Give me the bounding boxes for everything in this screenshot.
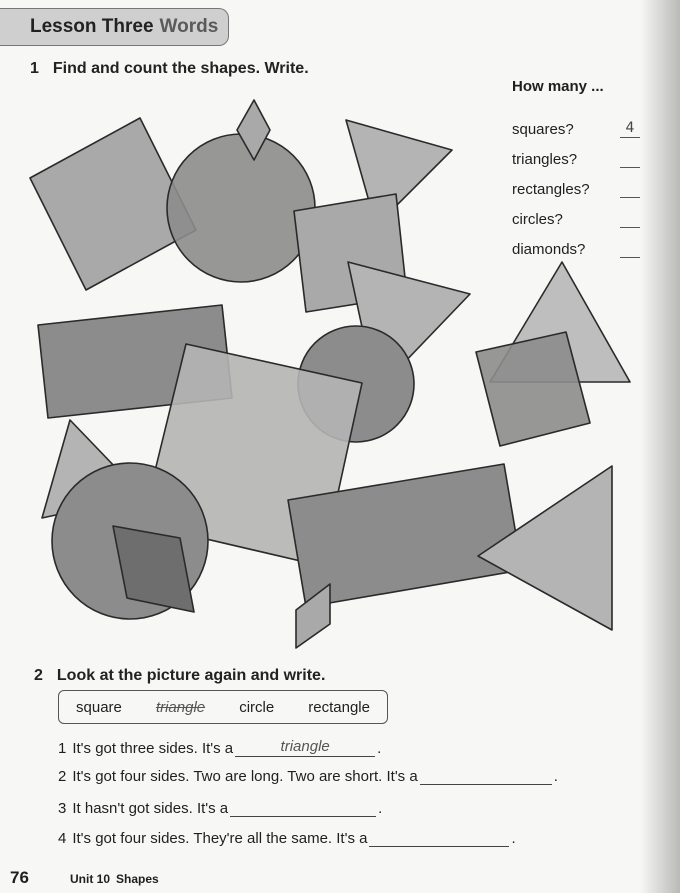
sentence-end: . — [378, 800, 383, 817]
sentence-number: 4 — [58, 830, 67, 847]
how-many-label: triangles? — [512, 151, 578, 168]
how-many-label: rectangles? — [512, 181, 590, 198]
how-many-row — [512, 138, 640, 168]
how-many-title: How many ... — [512, 78, 604, 95]
how-many-answer-triangles[interactable] — [620, 149, 640, 168]
word-bank-item: rectangle — [308, 698, 370, 716]
sentence-text: It hasn't got sides. It's a — [72, 800, 229, 817]
unit-label — [70, 872, 159, 886]
sentence-2 — [58, 766, 558, 785]
sentence-end: . — [511, 830, 516, 847]
sentence-3 — [58, 798, 382, 817]
sentence-number: 3 — [58, 800, 67, 817]
answer-blank-1[interactable]: triangle — [235, 738, 375, 757]
how-many-answer-squares[interactable]: 4 — [620, 119, 640, 138]
sentence-number: 1 — [58, 740, 67, 757]
unit-number: Unit 10 — [70, 872, 111, 886]
word-bank-item: circle — [239, 698, 275, 716]
answer-blank-2[interactable] — [420, 766, 552, 785]
sentence-text: It's got four sides. Two are long. Two are short. It's a — [72, 768, 418, 785]
sentence-1 — [58, 738, 381, 757]
sentence-text: It's got three sides. It's a — [72, 740, 234, 757]
section-2-instruction: Look at the picture again and write. — [56, 667, 326, 684]
how-many-panel — [512, 78, 640, 258]
sentence-end: . — [377, 740, 382, 757]
how-many-row — [512, 108, 640, 138]
how-many-label: diamonds? — [512, 241, 586, 258]
how-many-row — [512, 228, 640, 258]
sentence-text: It's got four sides. They're all the same. It's a — [72, 830, 368, 847]
circle-top — [167, 134, 315, 282]
lesson-title: Lesson Three — [30, 16, 154, 37]
sentence-number: 2 — [58, 768, 67, 785]
answer-blank-3[interactable] — [230, 798, 376, 817]
how-many-label: circles? — [512, 211, 563, 228]
word-bank-item-used: triangle — [155, 698, 206, 716]
unit-title: Shapes — [116, 872, 159, 886]
how-many-answer-diamonds[interactable] — [620, 239, 640, 258]
section-1-instruction: Find and count the shapes. Write. — [52, 60, 309, 77]
section-2-number: 2 — [34, 667, 43, 684]
section-1-number: 1 — [30, 60, 39, 77]
lesson-subtitle: Words — [159, 16, 219, 37]
sentence-4 — [58, 828, 516, 847]
how-many-row — [512, 198, 640, 228]
page-footer — [0, 862, 680, 893]
answer-blank-4[interactable] — [369, 828, 509, 847]
how-many-answer-circles[interactable] — [620, 209, 640, 228]
page-number: 76 — [10, 868, 29, 887]
word-bank-item: square — [76, 698, 122, 716]
how-many-answer-rectangles[interactable] — [620, 179, 640, 198]
word-bank — [58, 690, 388, 724]
how-many-label: squares? — [512, 121, 574, 138]
how-many-row — [512, 168, 640, 198]
sentence-end: . — [553, 768, 558, 785]
section-2-heading — [34, 667, 325, 685]
